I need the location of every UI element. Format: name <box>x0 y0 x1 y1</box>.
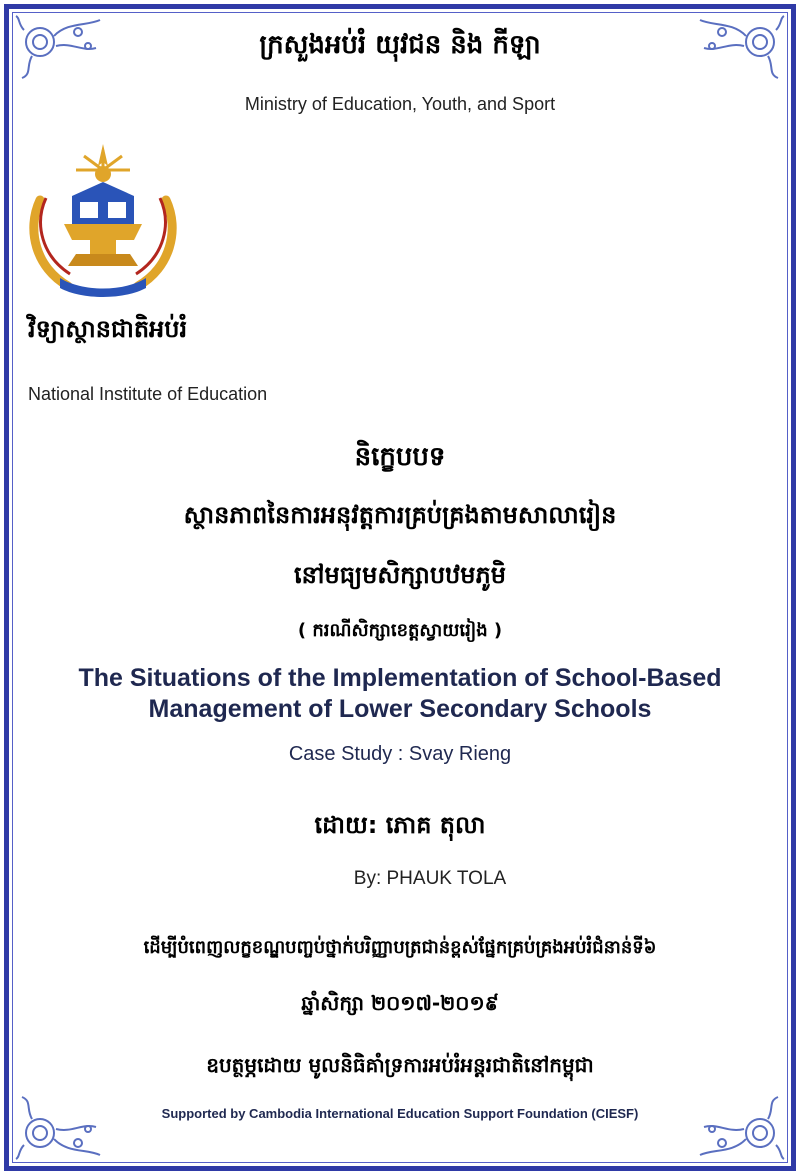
ministry-name-kh: ក្រសួងអប់រំ យុវជន និង កីឡា <box>259 30 541 60</box>
thesis-case-kh: ( ករណីសិក្សាខេត្តស្វាយរៀង ) <box>297 620 503 641</box>
thesis-case-en: Case Study : Svay Rieng <box>288 743 512 765</box>
thesis-title-en <box>0 663 800 725</box>
institute-name-kh: វិទ្យាស្ថានជាតិអប់រំ <box>28 315 188 343</box>
academic-year-kh: ឆ្នាំសិក្សា ២០១៧-២០១៩ <box>301 991 499 1015</box>
corner-ornament-bottom-right <box>692 1093 788 1163</box>
support-text-en: Supported by Cambodia International Education Support Foundation (CIESF) <box>161 1106 639 1121</box>
ministry-name-en: Ministry of Education, Youth, and Sport <box>244 94 556 114</box>
purpose-kh: ដើម្បីបំពេញលក្ខខណ្ឌបញ្ចប់ថ្នាក់បរិញ្ញាបត្រជាន់ខ្ពស់ផ្នែកគ្រប់គ្រងអប់រំជំនាន់ទី៦ <box>143 937 657 958</box>
institute-name-en: National Institute of Education <box>28 384 268 404</box>
thesis-title-en-line2: Management of Lower Secondary Schools <box>148 695 652 723</box>
support-text-kh: ឧបត្ថម្ភដោយ មូលនិធិគាំទ្រការអប់រំអន្តរជាតិនៅកម្ពុជា <box>206 1053 594 1077</box>
thesis-label-kh: និក្ខេបបទ <box>354 442 446 472</box>
author-by-en: By: PHAUK TOLA <box>353 868 507 889</box>
thesis-title-kh-line1: ស្ថានភាពនៃការអនុវត្តការគ្រប់គ្រងតាមសាលារៀន <box>183 501 617 529</box>
svg-text:~~~: ~~~ <box>94 283 112 291</box>
ministry-emblem-logo <box>22 140 184 302</box>
author-by-kh: ដោយ: ភោគ តុលា <box>314 811 486 839</box>
corner-ornament-bottom-left <box>12 1093 108 1163</box>
thesis-title-en-line1: The Situations of the Implementation of School-Based <box>78 664 722 692</box>
thesis-title-kh-line2: នៅមធ្យមសិក្សាបឋមភូមិ <box>294 561 506 589</box>
